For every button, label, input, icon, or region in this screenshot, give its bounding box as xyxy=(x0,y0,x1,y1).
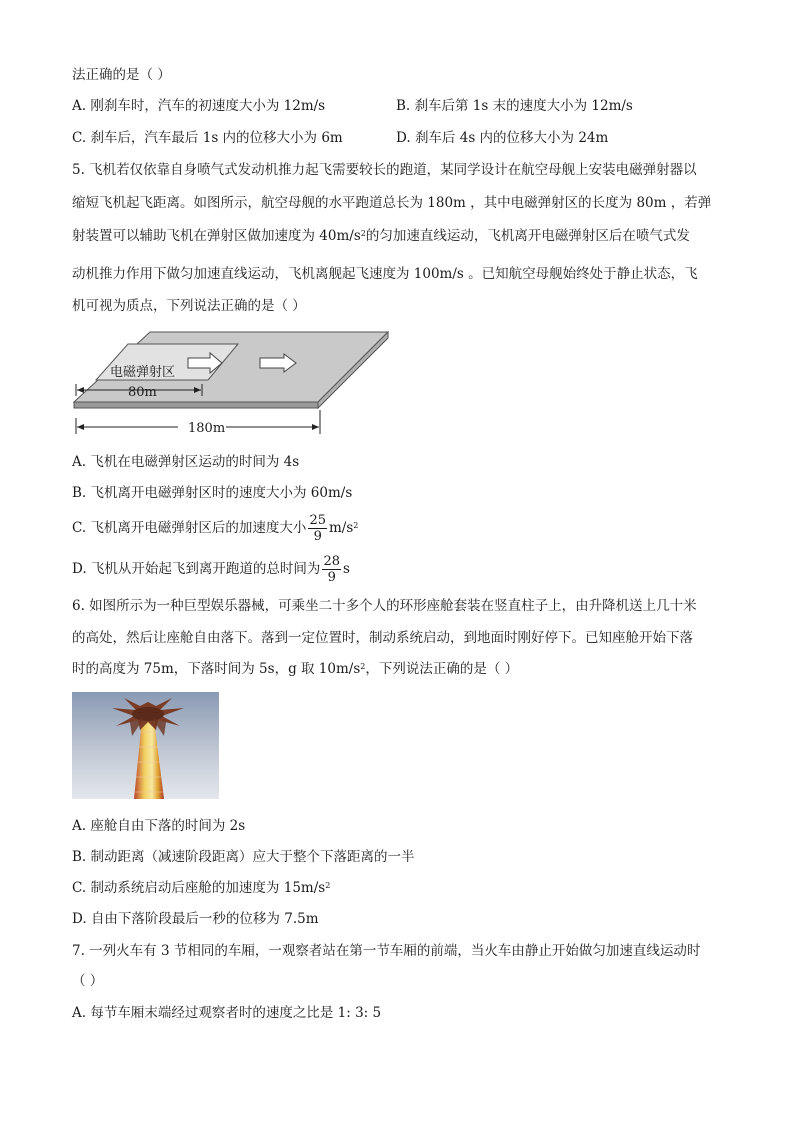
q5-option-c xyxy=(72,510,358,546)
option-label: B. xyxy=(72,485,87,501)
q5-stem-line-5: 机可视为质点，下列说法正确的是（ ） xyxy=(72,298,306,314)
fraction-numerator: 28 xyxy=(323,554,340,569)
runway-length-label: 180m xyxy=(188,421,226,436)
q6-option-d xyxy=(72,909,319,929)
fraction-denominator: 9 xyxy=(327,570,336,585)
fraction xyxy=(308,513,327,544)
q5-stem-line-2: 缩短飞机起飞距离。如图所示，航空母舰的水平跑道总长为 180m ，其中电磁弹射区的长度为 80m ，若弹 xyxy=(72,195,712,211)
launch-zone-label: 电磁弹射区 xyxy=(110,365,176,380)
q6-stem-line-3a: 时的高度为 75m，下落时间为 5s，g 取 10m/s xyxy=(72,661,361,677)
option-text: 座舱自由下落的时间为 2s xyxy=(90,818,246,834)
arrowhead-icon xyxy=(312,424,319,430)
option-text: 制动系统启动后座舱的加速度为 15m/s xyxy=(90,880,326,896)
q5-stem-line-3a: 射装置可以辅助飞机在弹射区做加速度为 40m/s xyxy=(72,228,361,244)
seat-ring-core xyxy=(132,707,164,721)
q4-option-a xyxy=(72,96,325,116)
option-text: 刹车后，汽车最后 1s 内的位移大小为 6m xyxy=(90,130,343,146)
fraction-numerator: 25 xyxy=(309,513,326,528)
option-text: 刚刹车时，汽车的初速度大小为 12m/s xyxy=(90,98,326,114)
option-label: C. xyxy=(72,880,87,896)
option-text: 飞机离开电磁弹射区时的速度大小为 60m/s xyxy=(90,485,353,501)
option-text: 刹车后 4s 内的位移大小为 24m xyxy=(414,130,609,146)
superscript: 2 xyxy=(360,229,366,238)
q5-stem-line-3b: 的匀加速直线运动，飞机离开电磁弹射区后在喷气式发 xyxy=(365,228,690,244)
option-text: 自由下落阶段最后一秒的位移为 7.5m xyxy=(90,911,319,927)
option-label: B. xyxy=(72,849,87,865)
option-label: D. xyxy=(72,911,87,927)
option-text: 刹车后第 1s 末的速度大小为 12m/s xyxy=(414,98,633,114)
option-text: 飞机离开电磁弹射区后的加速度大小 xyxy=(90,520,307,536)
q5-option-d xyxy=(72,551,350,587)
q6-option-c xyxy=(72,878,330,898)
superscript: 2 xyxy=(360,662,366,671)
q5-stem-line-4: 动机推力作用下做匀加速直线运动，飞机离舰起飞速度为 100m/s 。已知航空母舰始终处于静止状态，飞 xyxy=(72,266,698,282)
q7-stem-line-2: （ ） xyxy=(72,973,104,989)
superscript: 2 xyxy=(353,521,359,530)
option-text: 飞机在电磁弹射区运动的时间为 4s xyxy=(90,454,300,470)
option-text: 制动距离（减速阶段距离）应大于整个下落距离的一半 xyxy=(90,849,415,865)
q6-stem-line-3 xyxy=(72,659,518,679)
option-label: D. xyxy=(396,130,411,146)
drop-tower-photo xyxy=(72,692,219,799)
q6-stem-line-3b: ，下列说法正确的是（ ） xyxy=(365,661,519,677)
q6-option-b xyxy=(72,847,415,867)
q5-stem-line-3 xyxy=(72,226,690,246)
q5-option-a xyxy=(72,452,299,472)
runway-front-face xyxy=(74,402,318,408)
q6-stem-line-2: 的高处，然后让座舱自由落下。落到一定位置时，制动系统启动，到地面时刚好停下。已知座舱开始下落 xyxy=(72,630,693,646)
option-label: B. xyxy=(396,98,411,114)
zone-length-label: 80m xyxy=(128,385,157,400)
option-text: 飞机从开始起飞到离开跑道的总时间为 xyxy=(90,561,321,577)
option-label: D. xyxy=(72,561,87,577)
q4-option-d xyxy=(396,128,608,148)
option-label: C. xyxy=(72,520,87,536)
arrowhead-icon xyxy=(77,387,84,393)
superscript: 2 xyxy=(325,881,331,890)
q5-option-b xyxy=(72,483,352,503)
option-unit: m/s xyxy=(328,520,354,536)
q7-stem-line-1: 7. 一列火车有 3 节相同的车厢，一观察者站在第一节车厢的前端，当火车由静止开始做匀加速直线运动时 xyxy=(72,943,701,959)
q4-option-c xyxy=(72,128,343,148)
option-label: A. xyxy=(72,98,87,114)
q7-option-a xyxy=(72,1003,381,1023)
option-text: 每节车厢末端经过观察者时的速度之比是 1: 3: 5 xyxy=(90,1005,382,1021)
q6-stem-line-1: 6. 如图所示为一种巨型娱乐器械，可乘坐二十多个人的环形座舱套装在竖直柱子上，由升降机送上几十米 xyxy=(72,598,697,614)
q4-option-b xyxy=(396,96,633,116)
q5-stem-line-1: 5. 飞机若仅依靠自身喷气式发动机推力起飞需要较长的跑道，某同学设计在航空母舰上安装电磁弹射器以 xyxy=(72,162,697,178)
option-label: A. xyxy=(72,818,87,834)
option-label: A. xyxy=(72,1005,87,1021)
q6-option-a xyxy=(72,816,245,836)
option-label: A. xyxy=(72,454,87,470)
option-label: C. xyxy=(72,130,87,146)
runway-diagram xyxy=(70,330,390,440)
option-unit: s xyxy=(342,561,350,577)
fraction xyxy=(322,554,341,585)
arrowhead-icon xyxy=(77,424,84,430)
fraction-denominator: 9 xyxy=(313,529,322,544)
q4-stem-end: 法正确的是（ ） xyxy=(72,67,171,83)
